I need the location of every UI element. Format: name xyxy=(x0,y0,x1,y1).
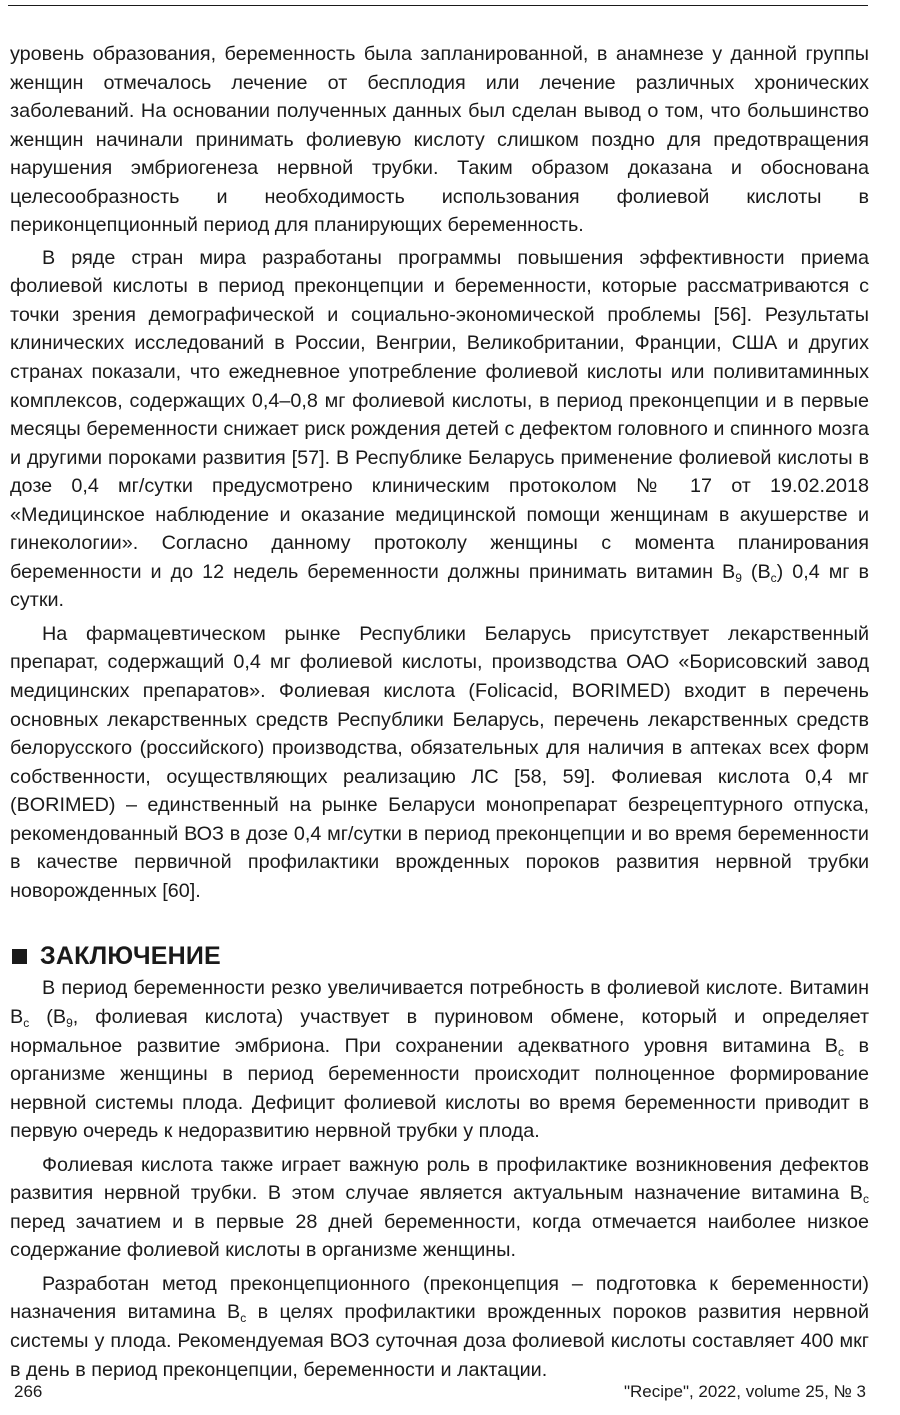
paragraph-conclusion-1 xyxy=(10,974,869,1145)
paragraph-text: (В xyxy=(29,1005,67,1028)
journal-citation: "Recipe", 2022, volume 25, № 3 xyxy=(624,1382,866,1401)
paragraph-text: в организме женщины в период беременности происходит полноценное формирование нервной системы плода. Дефицит фолиевой кислоты во время беременности приводит в первую очередь к недоразвитию нервной трубки у плода. xyxy=(10,1034,869,1143)
section-heading-conclusion xyxy=(10,938,869,974)
subscript-c: с xyxy=(863,1192,869,1207)
paragraph-conclusion-2 xyxy=(10,1151,869,1265)
subscript-9: 9 xyxy=(66,1015,73,1030)
top-rule xyxy=(8,5,868,6)
subscript-c: с xyxy=(23,1015,30,1030)
paragraph-text: Разработан метод преконцепционного (преконцепция – подготовка к беременности) назначения витамина В xyxy=(10,1272,869,1324)
subscript-9: 9 xyxy=(735,570,742,585)
paragraph-text: в целях профилактики врожденных пороков развития нервной системы у плода. Рекомендуемая ВОЗ суточная доза фолиевой кислоты составляет 400 мкг в день в период преконцепции, беременности и лактации. xyxy=(10,1301,869,1381)
paragraph-pharma-market xyxy=(10,620,869,905)
section-heading-text: ЗАКЛЮЧЕНИЕ xyxy=(40,942,221,971)
paragraph-text: На фармацевтическом рынке Республики Беларусь присутствует лекарственный препарат, содержащий 0,4 мг фолиевой кислоты, производства ОАО «Борисовский завод медицинских препаратов». Фолиевая кислота (Folicacid, BORIMED) входит в перечень основных лекарственных средств Республики Беларусь, перечень лекарственных средств белорусского (российского) производства, обязательных для наличия в аптеках всех форм собственности, осуществляющих реализацию ЛС [58, 59]. Фолиевая кислота 0,4 мг (BORIMED) – единственный на рынке Беларуси монопрепарат безрецептурного отпуска, рекомендованный ВОЗ в дозе 0,4 мг/сутки в период преконцепции и во время беременности в качестве первичной профилактики врожденных пороков развития нервной трубки новорожденных [60]. xyxy=(10,622,869,902)
paragraph-text: В ряде стран мира разработаны программы повышения эффективности приема фолиевой кислоты в период преконцепции и беременности, которые рассматриваются с точки зрения демографической и социально-экономической проблемы [56]. Результаты клинических исследований в России, Венгрии, Великобритании, Франции, США и других странах показали, что ежедневное употребление фолиевой кислоты или поливитаминных комплексов, содержащих 0,4–0,8 мг фолиевой кислоты, в период преконцепции и в первые месяцы беременности снижает риск рождения детей с дефектом головного и спинного мозга и другими пороками развития [57]. В Республике Беларусь применение фолиевой кислоты в дозе 0,4 мг/сутки предусмотрено клиническим протоколом № 17 от 19.02.2018 «Медицинское наблюдение и оказание медицинской помощи женщинам в акушерстве и гинекологии». Согласно данному протоколу женщины с момента планирования беременности и до 12 недель беременности должны принимать витамин В xyxy=(10,246,869,583)
paragraph-text: (В xyxy=(741,560,771,583)
paragraph-text: ) 0,4 мг в сутки. xyxy=(10,560,869,612)
page-number: 266 xyxy=(14,1382,43,1401)
paragraph-programs xyxy=(10,244,869,615)
paragraph-intro-continued xyxy=(10,40,869,240)
subscript-c: с xyxy=(837,1044,844,1059)
paragraph-text: перед зачатием и в первые 28 дней беременности, когда отмечается наиболее низкое содержание фолиевой кислоты в организме женщины. xyxy=(10,1210,869,1262)
paragraph-text: В период беременности резко увеличивается потребность в фолиевой кислоте. Витамин В xyxy=(10,977,869,1028)
article-body xyxy=(10,40,869,1384)
page-footer xyxy=(0,1378,900,1406)
paragraph-conclusion-3 xyxy=(10,1270,869,1384)
paragraph-text: , фолиевая кислота) участвует в пуриновом обмене, который и определяет нормальное развитие эмбриона. При сохранении адекватного уровня витамина В xyxy=(10,1005,870,1057)
square-bullet-icon xyxy=(12,949,27,964)
paragraph-text: уровень образования, беременность была запланированной, в анамнезе у данной группы женщин отмечалось лечение от бесплодия или лечение различных хронических заболеваний. На основании полученных данных был сделан вывод о том, что большинство женщин начинали принимать фолиевую кислоту слишком поздно для предотвращения нарушения эмбриогенеза нервной трубки. Таким образом доказана и обоснована целесообразность и необходимость использования фолиевой кислоты в периконцепционный период для планирующих беременность. xyxy=(10,43,869,237)
subscript-c: с xyxy=(240,1311,247,1326)
paragraph-text: Фолиевая кислота также играет важную роль в профилактике возникновения дефектов развития нервной трубки. В этом случае является актуальным назначение витамина В xyxy=(10,1153,869,1205)
subscript-c: с xyxy=(770,570,777,585)
